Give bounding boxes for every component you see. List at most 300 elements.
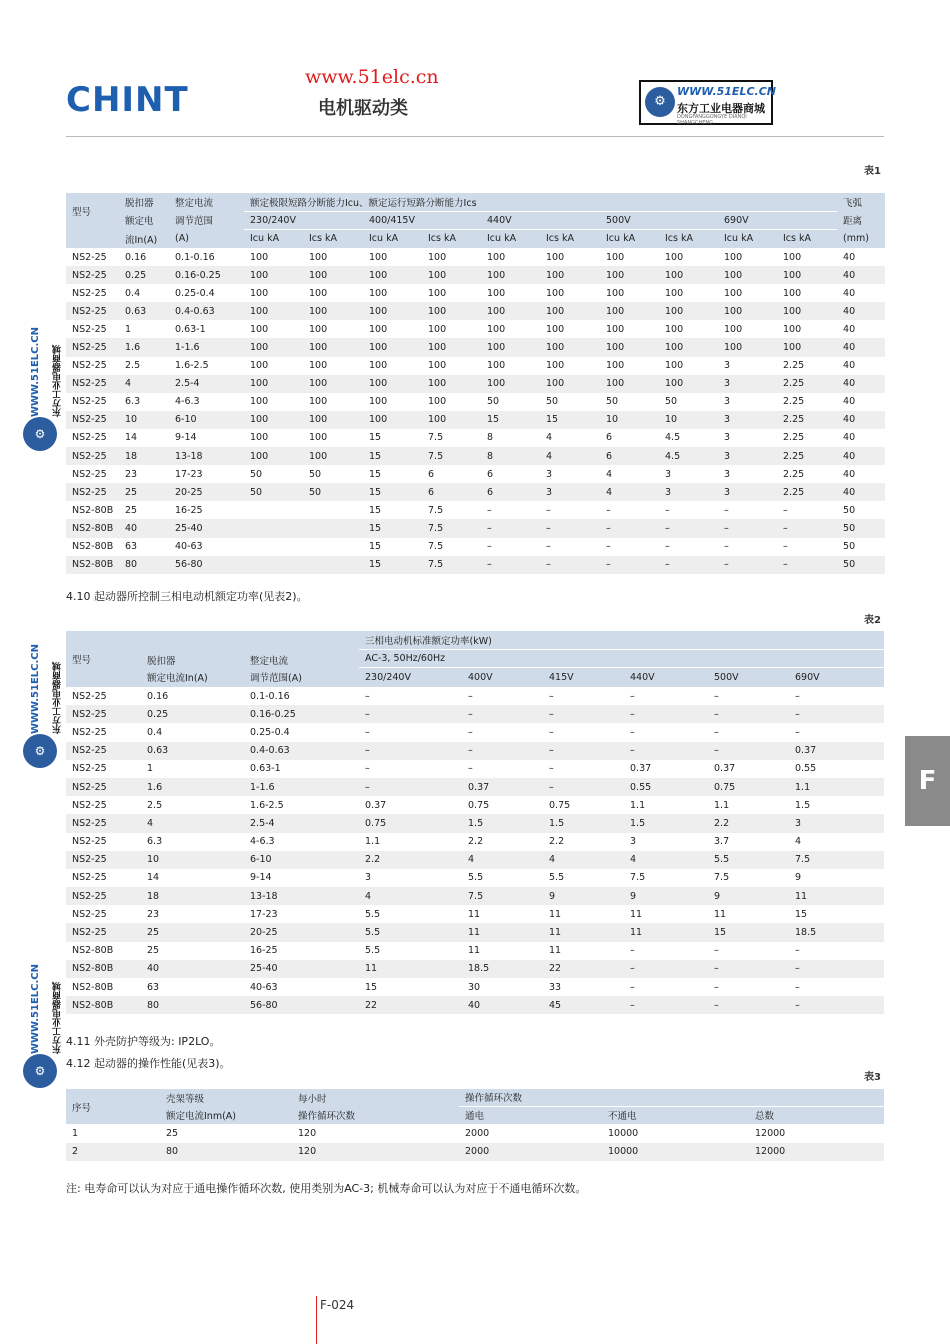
table-cell: 4 [624,851,708,869]
table-cell: – [462,705,543,723]
table-cell: 0.1-0.16 [244,687,359,705]
table-cell: 3 [718,357,777,375]
table-cell: 50 [837,519,885,537]
table-cell: 11 [462,942,543,960]
table-cell: 6.3 [119,393,169,411]
table-cell: 100 [481,338,540,356]
watermark-url: WWW.51ELC.CN [30,327,41,418]
table-cell: 100 [777,248,837,266]
table-cell: 15 [363,447,422,465]
table-cell: – [789,705,884,723]
table-cell: 100 [659,338,718,356]
col-header-release: 脱扣器 [119,193,169,211]
table-cell: 6 [600,447,659,465]
table-cell: 7.5 [462,887,543,905]
site-url[interactable]: www.51elc.cn [305,66,439,88]
table-cell: 3 [540,465,600,483]
table-cell: – [481,556,540,574]
table-cell: 17-23 [244,905,359,923]
col-header-cycles: 操作循环次数 [459,1089,884,1106]
table-cell: 2.2 [462,833,543,851]
table-cell: 0.25-0.4 [169,284,244,302]
table-cell: NS2-25 [66,905,141,923]
col-header-frame: 额定电流Inm(A) [160,1106,292,1124]
table-cell: 2.25 [777,357,837,375]
table-cell: 63 [119,538,169,556]
col-header-model: 型号 [66,631,141,687]
table-cell: 15 [359,978,462,996]
table-cell [303,538,363,556]
table-cell: – [777,519,837,537]
col-header-release: 流In(A) [119,229,169,248]
table-cell: 100 [540,248,600,266]
sub-header: Ics kA [659,229,718,248]
table-cell: 11 [543,905,624,923]
table-cell: 0.55 [789,760,884,778]
table-cell: 23 [141,905,244,923]
table3 [66,1089,884,1161]
table-cell: 5.5 [708,851,789,869]
sub-header: Ics kA [422,229,481,248]
table-cell: – [789,723,884,741]
table-cell: 50 [659,393,718,411]
table-cell: 0.4-0.63 [244,742,359,760]
watermark-name: 东方工业电器商城 [53,982,63,1055]
table-cell: 11 [624,923,708,941]
table1-body [66,248,885,574]
table-row [66,814,884,832]
col-header-range: 调节范围 [169,211,244,229]
table-cell: 3.7 [708,833,789,851]
col-header-arc: 飞弧 [837,193,885,211]
table-cell: – [777,556,837,574]
table-cell: 50 [837,556,885,574]
table-cell: 15 [363,538,422,556]
gear-icon: ⚙ [23,1054,57,1088]
table-cell: 5.5 [543,869,624,887]
table-cell: 100 [718,302,777,320]
table-cell: 100 [303,338,363,356]
table-row [66,538,885,556]
table-cell: 4 [543,851,624,869]
table-cell: 1.5 [462,814,543,832]
table-cell: 7.5 [422,556,481,574]
table-cell: 18 [141,887,244,905]
store-stamp [639,80,776,126]
voltage-header: 690V [789,667,884,687]
table-cell: 7.5 [422,429,481,447]
table-cell: – [359,760,462,778]
table-cell: 7.5 [789,851,884,869]
table-cell: – [600,538,659,556]
col-header-ac3: AC-3, 50Hz/60Hz [359,649,884,667]
table-row [66,778,884,796]
table-cell: – [789,960,884,978]
table-cell: 8 [481,429,540,447]
table-cell: 11 [359,960,462,978]
table-cell: – [543,778,624,796]
table-cell: 0.25-0.4 [244,723,359,741]
table-cell: 100 [244,357,303,375]
sub-header: Icu kA [481,229,540,248]
table-cell: 100 [481,375,540,393]
table-cell: 63 [141,978,244,996]
table-cell: 80 [141,996,244,1014]
voltage-header: 440V [624,667,708,687]
table-row [66,923,884,941]
table-row [66,483,885,501]
table-row [66,960,884,978]
table-cell: 100 [363,338,422,356]
table-cell: 100 [422,375,481,393]
table-cell: 100 [481,248,540,266]
table-cell: NS2-25 [66,465,119,483]
table-cell: 40 [837,284,885,302]
table-cell: – [359,742,462,760]
table-cell: 100 [422,357,481,375]
table-cell: 100 [659,302,718,320]
table-row [66,266,885,284]
col-header-breaking-capacity: 额定极限短路分断能力Icu、额定运行短路分断能力Ics [244,193,837,211]
table-cell: 100 [600,375,659,393]
table-cell: 100 [422,302,481,320]
stamp-name: 东方工业电器商城 [677,102,765,115]
table-cell: 100 [422,248,481,266]
table-cell: 100 [540,320,600,338]
table-cell: 40 [837,411,885,429]
table-cell: 40 [119,519,169,537]
table-cell: – [777,501,837,519]
watermark-name: 东方工业电器商城 [53,662,63,735]
table-cell: 100 [481,302,540,320]
table-cell [303,501,363,519]
col-header-power: 三相电动机标准额定功率(kW) [359,631,884,649]
table-cell: 50 [303,483,363,501]
table-cell: NS2-80B [66,978,141,996]
table-cell: 12000 [749,1124,884,1143]
stamp-url: WWW.51ELC.CN [677,85,776,98]
section-tab[interactable]: F [905,736,950,826]
table-cell: 23 [119,465,169,483]
table-cell: 40 [837,357,885,375]
table-cell: 0.16-0.25 [169,266,244,284]
table-cell: 25 [141,923,244,941]
header-divider [66,136,884,137]
table-cell: 15 [540,411,600,429]
table-cell: 40-63 [169,538,244,556]
table-cell: – [789,687,884,705]
table-cell: 2.2 [543,833,624,851]
table-cell: NS2-80B [66,501,119,519]
table-row [66,996,884,1014]
col-header-range: 整定电流 [244,631,359,667]
table-cell: 22 [543,960,624,978]
table-cell: 100 [600,248,659,266]
table-cell: 100 [777,302,837,320]
table-cell: 0.37 [359,796,462,814]
table-cell: 0.16 [119,248,169,266]
table-row [66,248,885,266]
table-cell: 3 [659,483,718,501]
table-cell: 3 [540,483,600,501]
table-cell: – [624,996,708,1014]
table-cell: NS2-25 [66,411,119,429]
table-cell: 3 [718,393,777,411]
table-cell: 6 [600,429,659,447]
table-cell: – [600,501,659,519]
table-cell: 100 [659,375,718,393]
table-cell: 11 [789,887,884,905]
table-cell: 16-25 [244,942,359,960]
table-cell: 15 [363,556,422,574]
table-cell: – [462,742,543,760]
table-cell: 16-25 [169,501,244,519]
table-cell: 7.5 [422,519,481,537]
table-cell: 100 [422,393,481,411]
table-cell [244,538,303,556]
table-cell: – [708,742,789,760]
table-cell: 2.25 [777,465,837,483]
table-cell: – [708,723,789,741]
voltage-header: 500V [708,667,789,687]
table-row [66,393,885,411]
col-header-unpowered: 不通电 [602,1106,749,1124]
table-cell: NS2-25 [66,393,119,411]
table-row [66,742,884,760]
table-cell [244,556,303,574]
table-row [66,978,884,996]
table-cell: 4 [540,429,600,447]
table-cell: 100 [600,302,659,320]
table-cell: 0.75 [708,778,789,796]
table-cell: 4-6.3 [169,393,244,411]
table-cell: – [659,556,718,574]
table-cell: – [543,705,624,723]
table-cell: 7.5 [624,869,708,887]
table-cell: 13-18 [169,447,244,465]
table-cell: – [543,760,624,778]
table-cell: 0.25 [119,266,169,284]
table-cell: 1-1.6 [169,338,244,356]
table-cell: – [600,556,659,574]
table-cell: 7.5 [422,538,481,556]
table-cell: – [540,519,600,537]
table-cell: – [543,687,624,705]
table-cell: 100 [777,338,837,356]
table-cell: 4 [141,814,244,832]
sub-header: Ics kA [540,229,600,248]
table-cell: 18 [119,447,169,465]
table-cell: 25-40 [169,519,244,537]
table-cell: 100 [718,338,777,356]
table-cell: NS2-25 [66,483,119,501]
table-cell: 100 [244,393,303,411]
table2-body [66,687,884,1014]
table-cell: 100 [363,357,422,375]
table-cell: – [718,519,777,537]
table-cell: – [624,705,708,723]
table-cell: 3 [624,833,708,851]
table1-label: 表1 [864,166,881,177]
note-4-11: 4.11 外壳防护等级为: IP2LO。 [66,1035,221,1048]
table-cell: NS2-80B [66,519,119,537]
table-row [66,447,885,465]
table-cell: – [359,723,462,741]
table-cell: 100 [718,284,777,302]
table-cell: 7.5 [708,869,789,887]
table-cell: 2 [66,1143,160,1162]
table-cell: 2.25 [777,375,837,393]
table-cell: 3 [659,465,718,483]
table-cell: NS2-25 [66,705,141,723]
table-cell: 0.16-0.25 [244,705,359,723]
table-cell: 10000 [602,1124,749,1143]
table-cell: 100 [600,284,659,302]
watermark-url: WWW.51ELC.CN [30,644,41,735]
table-cell: – [708,960,789,978]
table-cell: 100 [659,357,718,375]
table-cell: 0.4-0.63 [169,302,244,320]
table-cell: 2.2 [708,814,789,832]
table-cell: 100 [422,411,481,429]
table1 [66,193,885,574]
table-cell: – [659,519,718,537]
table-cell: 3 [789,814,884,832]
table-cell: 5.5 [359,923,462,941]
table-cell: 40 [837,393,885,411]
table-cell: 14 [141,869,244,887]
table-cell: – [777,538,837,556]
table-cell: 3 [718,411,777,429]
table-cell: – [540,538,600,556]
table-cell: 100 [600,266,659,284]
table-cell: 1.6 [141,778,244,796]
table-cell: 2.25 [777,393,837,411]
table-cell: 4 [540,447,600,465]
table-cell: 100 [600,320,659,338]
table-cell: – [481,538,540,556]
table-cell: 2.25 [777,483,837,501]
table-cell: 2.5 [141,796,244,814]
table-cell: 0.37 [789,742,884,760]
table-cell: – [624,960,708,978]
table-row [66,723,884,741]
watermark-url: WWW.51ELC.CN [30,964,41,1055]
table-cell: 0.63-1 [169,320,244,338]
table-cell: 12000 [749,1143,884,1162]
table-cell: 1-1.6 [244,778,359,796]
table-cell: 4 [462,851,543,869]
table-cell: 4 [600,483,659,501]
table-cell: 0.75 [543,796,624,814]
table-cell: 0.63-1 [244,760,359,778]
table-cell: 50 [837,538,885,556]
table-cell: – [718,556,777,574]
table-cell: NS2-25 [66,778,141,796]
col-header-arc: 距离 [837,211,885,229]
table-cell: 100 [303,357,363,375]
table-cell: 100 [363,302,422,320]
note-4-10: 4.10 起动器所控制三相电动机额定功率(见表2)。 [66,590,308,603]
table-cell: 0.75 [359,814,462,832]
table-cell: 13-18 [244,887,359,905]
table-cell: 22 [359,996,462,1014]
sub-header: Icu kA [244,229,303,248]
table-cell: NS2-25 [66,833,141,851]
table-cell: – [708,687,789,705]
table-cell: 100 [363,393,422,411]
table-cell: 100 [540,266,600,284]
table-cell: NS2-25 [66,814,141,832]
table-cell: 15 [363,483,422,501]
table-cell: 100 [718,320,777,338]
table-cell: 40 [141,960,244,978]
table-cell: 40 [837,266,885,284]
table-cell: – [462,760,543,778]
table-cell: 100 [422,266,481,284]
table-row [66,302,885,320]
table-cell: – [462,723,543,741]
table-cell: 50 [244,465,303,483]
table-cell: 100 [303,284,363,302]
table-cell: 18.5 [789,923,884,941]
sub-header: Ics kA [303,229,363,248]
table-cell: 0.37 [462,778,543,796]
table-cell: 11 [462,923,543,941]
table-cell: 3 [359,869,462,887]
table-cell: 100 [659,266,718,284]
table-cell: – [540,501,600,519]
table-cell: 0.55 [624,778,708,796]
table-cell: 15 [708,923,789,941]
table-cell: 6.3 [141,833,244,851]
table-cell: – [624,723,708,741]
table-cell: 11 [624,905,708,923]
table-cell: 10 [141,851,244,869]
table-cell: 20-25 [244,923,359,941]
table-cell: 40 [837,429,885,447]
col-header-range: 调节范围(A) [244,667,359,687]
table-cell: 100 [540,357,600,375]
col-header-powered: 通电 [459,1106,602,1124]
table-cell: 6-10 [169,411,244,429]
table-cell: 3 [718,483,777,501]
table-row [66,687,884,705]
table-cell: 56-80 [244,996,359,1014]
table-cell: 1.6-2.5 [169,357,244,375]
table-cell: 0.63 [119,302,169,320]
table-cell: NS2-80B [66,538,119,556]
page-marker [316,1296,317,1344]
table-cell: 9-14 [244,869,359,887]
watermark-name: 东方工业电器商城 [53,345,63,418]
table-cell: 4-6.3 [244,833,359,851]
table-cell: 10 [600,411,659,429]
table-cell: NS2-25 [66,338,119,356]
table-cell: 7.5 [422,447,481,465]
table-cell: 4 [119,375,169,393]
table-cell: 2.5-4 [169,375,244,393]
table-cell: – [359,778,462,796]
table-cell: 20-25 [169,483,244,501]
table-cell: 100 [303,375,363,393]
table-cell: 40 [837,447,885,465]
table-cell: NS2-25 [66,796,141,814]
table-cell: 3 [718,465,777,483]
table-cell: 40 [837,375,885,393]
table-cell: NS2-25 [66,869,141,887]
table-row [66,320,885,338]
